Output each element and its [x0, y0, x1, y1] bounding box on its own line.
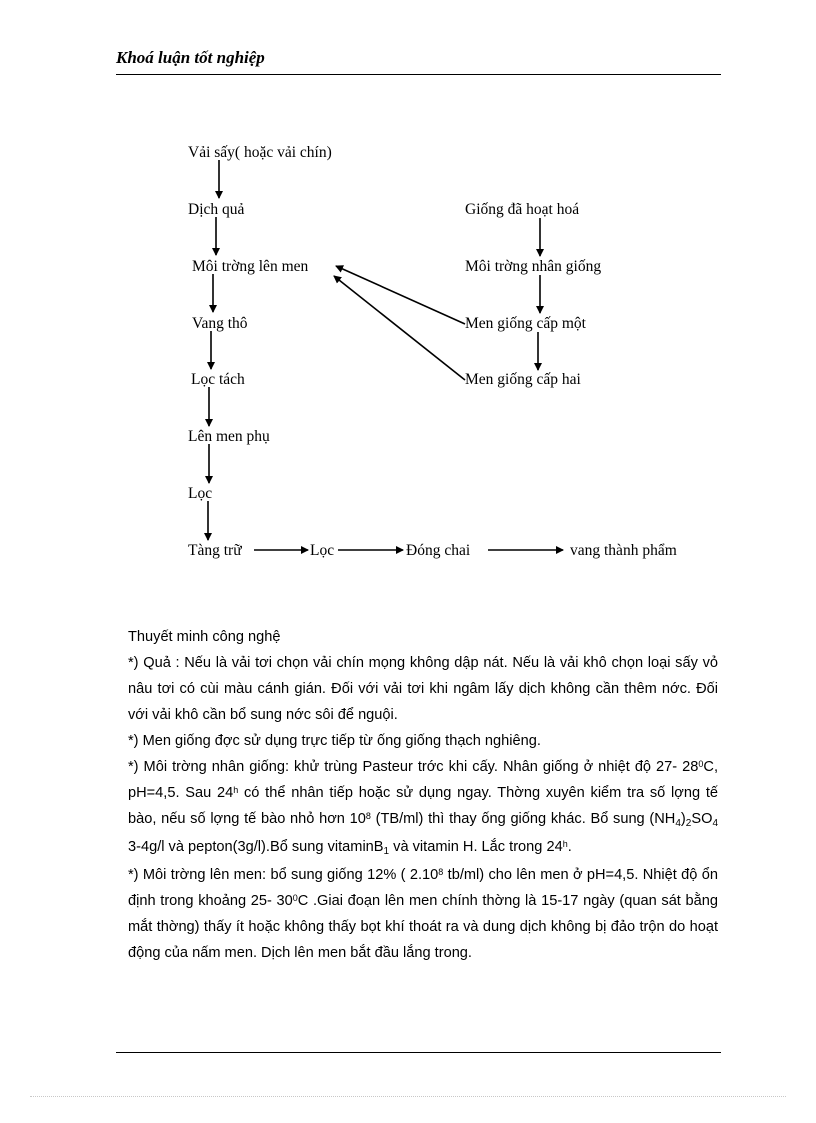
paragraph-fermentation-medium: *) Môi trờng lên men: bổ sung giống 12% ( 2.10$^8$ tb/ml) cho lên men ở pH=4,5. Nhiệt độ ổn định trong khoảng 25- $30^0C$ .Giai đoạn lên men chính thờng là 15-17 ngày (quan sát bằng mắt thờng) thấy ít hoặc không thấy bọt khí thoát ra và dung dịch không bị đảo trộn do hoạt động của nấm men. Dịch lên men bắt đầu lắng trong.: [128, 867, 719, 961]
arrow-cap-mot-to-moi-truong-len-men: [336, 266, 465, 324]
paragraph-yeast: *) Men giống đợc sử dụng trực tiếp từ ống giống thạch nghiêng.: [128, 733, 541, 749]
node-tang-tru: Tàng trữ: [188, 542, 242, 559]
technology-description: [128, 624, 718, 966]
node-vai-say: Vải sấy( hoặc vải chín): [188, 144, 332, 161]
node-loc: Lọc: [188, 485, 213, 502]
header-title: Khoá luận tốt nghiệp: [116, 48, 265, 67]
node-dich-qua: Dịch quả: [188, 201, 245, 218]
node-men-giong-cap-mot: Men giống cấp một: [465, 315, 586, 332]
node-vang-tho: Vang thô: [192, 315, 248, 332]
page-bottom-edge: [30, 1096, 786, 1097]
paragraph-propagation-medium: *) Môi trờng nhân giống: khử trùng Pasteur trớc khi cấy. Nhân giống ở nhiệt độ 27- $28^0C$, pH=4,5. Sau 24$^h$ có thể nhân tiếp hoặc sử dụng ngay. Thờng xuyên kiểm tra số lợng tế bào, nếu số lợng tế bào nhỏ hơn $10^8$ (TB/ml) thì thay ống giống khác. Bổ sung $(NH_4)_2SO_4$ 3-4g/l và pepton(3g/l).Bổ sung vitaminB$_1$ và vitamin H. Lắc trong 24$^h$.: [128, 759, 718, 857]
node-loc-tach: Lọc tách: [191, 371, 245, 388]
node-moi-truong-len-men: Môi trờng lên men: [192, 258, 309, 275]
section-heading: Thuyết minh công nghệ: [128, 629, 281, 645]
node-men-giong-cap-hai: Men giống cấp hai: [465, 371, 581, 388]
node-vang-thanh-pham: vang thành phẩm: [570, 542, 677, 559]
node-dong-chai: Đóng chai: [406, 542, 471, 559]
node-loc-2: Lọc: [310, 542, 335, 559]
node-giong-da-hoat-hoa: Giống đã hoạt hoá: [465, 201, 580, 218]
footer-divider: [116, 1052, 721, 1053]
arrow-cap-hai-to-moi-truong-len-men: [334, 276, 465, 380]
node-len-men-phu: Lên men phụ: [188, 428, 270, 445]
paragraph-fruit: *) Quả : Nếu là vải tơi chọn vải chín mọng không dập nát. Nếu là vải khô chọn loại sấy vỏ nâu tơi có cùi màu cánh gián. Đối với vải tơi khi ngâm lấy dịch không cần thêm nớc. Đối với vải khô cần bổ sung nớc sôi để nguội.: [128, 655, 718, 723]
node-moi-truong-nhan-giong: Môi trờng nhân giống: [465, 258, 602, 275]
